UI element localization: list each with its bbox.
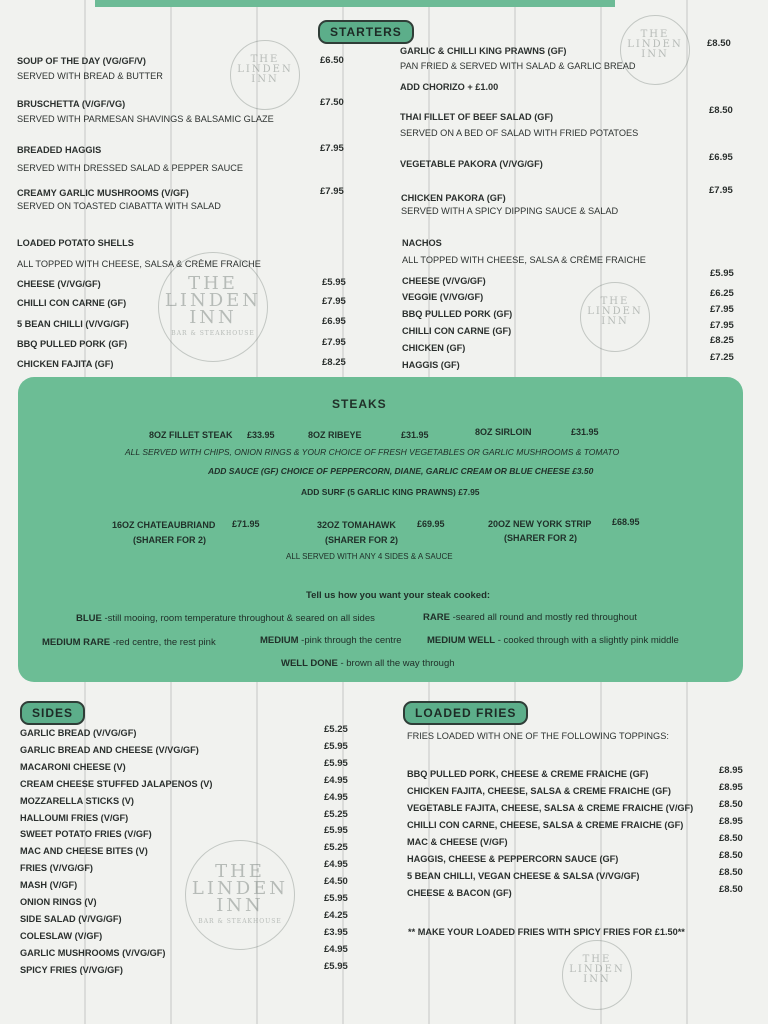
section-subtitle: LOADED POTATO SHELLS [17, 238, 134, 248]
menu-item-name: THAI FILLET OF BEEF SALAD (GF) [400, 112, 554, 122]
menu-item-price: £8.50 [719, 833, 743, 844]
menu-item-name: CHICKEN FAJITA, CHEESE, SALSA & CREME FRAICHE (GF) [407, 786, 671, 796]
steak-price: £69.95 [417, 519, 445, 529]
menu-item-price: £7.95 [709, 185, 733, 196]
menu-item-name: VEGETABLE FAJITA, CHEESE, SALSA & CREME FRAICHE (V/GF) [407, 803, 694, 813]
menu-item-name: VEGETABLE PAKORA (V/VG/GF) [400, 159, 543, 169]
cooking-description: -still mooing, room temperature throughout & seared on all sides [104, 613, 375, 624]
menu-item-name: 5 BEAN CHILLI (V/VG/GF) [17, 319, 129, 329]
menu-item-price: £4.25 [324, 909, 348, 921]
menu-item-price: £6.95 [322, 316, 346, 327]
steak-price: £33.95 [247, 430, 275, 440]
top-accent-strip [95, 0, 615, 7]
cooking-level: RARE [423, 612, 450, 623]
menu-item-name: MAC & CHEESE (V/GF) [407, 837, 508, 847]
menu-item-name: CREAM CHEESE STUFFED JALAPENOS (V) [20, 778, 213, 789]
menu-item-price: £3.95 [324, 926, 348, 938]
section-description: ALL TOPPED WITH CHEESE, SALSA & CRÈME FRAICHE [402, 255, 646, 265]
linden-inn-logo-watermark: THE LINDEN INN [230, 40, 300, 110]
menu-item-description: SERVED ON TOASTED CIABATTA WITH SALAD [17, 201, 221, 211]
menu-item-price: £4.95 [324, 859, 348, 871]
cooking-option [427, 635, 679, 646]
linden-inn-logo-watermark: THE LINDEN INN [562, 940, 632, 1010]
steak-name: 8OZ SIRLOIN [475, 427, 532, 437]
steaks-served-note: ALL SERVED WITH CHIPS, ONION RINGS & YOUR CHOICE OF FRESH VEGETABLES OR GARLIC MUSHROOMS & TOMATO [125, 447, 620, 457]
menu-item-price: £7.95 [710, 304, 734, 315]
menu-item-name: BREADED HAGGIS [17, 145, 102, 155]
menu-item-name: GARLIC BREAD AND CHEESE (V/VG/GF) [20, 744, 199, 755]
menu-item-price: £5.95 [710, 268, 734, 279]
starters-heading: STARTERS [318, 20, 414, 44]
menu-item-name: COLESLAW (V/GF) [20, 930, 103, 941]
steaks-heading: STEAKS [332, 397, 387, 411]
menu-item-addon: ADD CHORIZO + £1.00 [400, 82, 499, 92]
steak-name: 16OZ CHATEAUBRIAND [112, 520, 216, 530]
cooking-level: MEDIUM WELL [427, 635, 496, 646]
menu-item-price: £7.95 [320, 143, 344, 154]
cooking-description: -seared all round and mostly red throughout [452, 612, 637, 623]
steak-name: 20OZ NEW YORK STRIP [488, 519, 592, 529]
menu-item-name: CHILLI CON CARNE (GF) [402, 326, 512, 336]
steak-price: £68.95 [612, 517, 640, 527]
menu-item-name: HALLOUMI FRIES (V/GF) [20, 812, 129, 823]
loaded-fries-footnote: ** MAKE YOUR LOADED FRIES WITH SPICY FRIES FOR £1.50** [408, 927, 685, 937]
menu-item-price: £8.50 [719, 884, 743, 895]
menu-item-price: £7.25 [710, 352, 734, 363]
linden-inn-logo-watermark: THE LINDEN INN [580, 282, 650, 352]
menu-item-price: £5.95 [324, 825, 348, 837]
menu-item-price: £8.25 [322, 357, 346, 368]
linden-inn-logo-watermark: THE LINDEN INN BAR & STEAKHOUSE [185, 840, 295, 950]
linden-inn-logo-watermark: THE LINDEN INN BAR & STEAKHOUSE [158, 252, 268, 362]
menu-item-price: £7.95 [322, 337, 346, 348]
menu-item-price: £4.95 [324, 774, 348, 786]
menu-item-name: BBQ PULLED PORK, CHEESE & CREME FRAICHE (GF) [407, 769, 649, 779]
menu-item-name: CHILLI CON CARNE, CHEESE, SALSA & CREME FRAICHE (GF) [407, 820, 684, 830]
menu-item-price: £8.50 [719, 867, 743, 878]
menu-item-price: £4.50 [324, 876, 348, 888]
cooking-description: -pink through the centre [301, 635, 402, 646]
menu-item-name: GARLIC BREAD (V/VG/GF) [20, 728, 137, 738]
menu-item-name: CHILLI CON CARNE (GF) [17, 298, 127, 308]
steaks-sauce-note: ADD SAUCE (GF) CHOICE OF PEPPERCORN, DIANE, GARLIC CREAM OR BLUE CHEESE £3.50 [208, 466, 594, 476]
menu-item-name: CHICKEN FAJITA (GF) [17, 359, 114, 369]
menu-item-name: MOZZARELLA STICKS (V) [20, 795, 134, 806]
cooking-option [76, 613, 375, 624]
cooking-description: - brown all the way through [340, 658, 455, 669]
menu-item-price: £5.25 [324, 842, 348, 854]
cooking-option [42, 637, 216, 648]
steak-price: £31.95 [401, 430, 429, 440]
menu-item-name: SIDE SALAD (V/VG/GF) [20, 913, 122, 924]
menu-item-price: £8.95 [719, 816, 743, 827]
menu-item-name: HAGGIS, CHEESE & PEPPERCORN SAUCE (GF) [407, 854, 619, 864]
steaks-surf-note: ADD SURF (5 GARLIC KING PRAWNS) £7.95 [301, 487, 480, 497]
sides-heading: SIDES [20, 701, 85, 725]
menu-item-description: PAN FRIED & SERVED WITH SALAD & GARLIC BREAD [400, 61, 636, 71]
menu-item-name: CHEESE (V/VG/GF) [17, 279, 101, 289]
cooking-level: MEDIUM RARE [42, 637, 111, 648]
menu-item-price: £5.95 [324, 740, 348, 752]
menu-item-name: ONION RINGS (V) [20, 897, 97, 907]
menu-item-price: £6.50 [320, 55, 344, 66]
steaks-panel [18, 377, 743, 682]
menu-item-price: £7.50 [320, 97, 344, 108]
menu-item-price: £6.25 [710, 288, 734, 299]
menu-item-name: BBQ PULLED PORK (GF) [17, 339, 128, 349]
steak-price: £31.95 [571, 427, 599, 437]
menu-item-name: CHICKEN (GF) [402, 343, 466, 353]
menu-item-name: MASH (V/GF) [20, 880, 78, 891]
cooking-option [260, 635, 402, 646]
menu-item-price: £5.95 [322, 277, 346, 288]
menu-item-name: CHICKEN PAKORA (GF) [401, 193, 506, 203]
menu-item-price: £5.25 [324, 808, 348, 820]
steaks-sides-note: ALL SERVED WITH ANY 4 SIDES & A SAUCE [286, 552, 453, 561]
section-subtitle: NACHOS [402, 238, 442, 248]
menu-item-name: HAGGIS (GF) [402, 360, 460, 370]
menu-item-name: SPICY FRIES (V/VG/GF) [20, 964, 123, 975]
steak-price: £71.95 [232, 519, 260, 529]
menu-item-price: £8.50 [709, 105, 733, 116]
menu-item-description: SERVED WITH DRESSED SALAD & PEPPER SAUCE [17, 163, 244, 173]
menu-item-price: £6.95 [709, 152, 733, 163]
steak-sharer-note: (SHARER FOR 2) [133, 535, 207, 545]
menu-item-name: GARLIC MUSHROOMS (V/VG/GF) [20, 947, 166, 958]
menu-item-price: £8.95 [719, 765, 743, 776]
steak-sharer-note: (SHARER FOR 2) [504, 533, 578, 543]
menu-item-description: SERVED WITH A SPICY DIPPING SAUCE & SALAD [401, 206, 619, 216]
section-description: ALL TOPPED WITH CHEESE, SALSA & CRÈME FRAICHE [17, 259, 261, 269]
menu-item-name: 5 BEAN CHILLI, VEGAN CHEESE & SALSA (V/VG/GF) [407, 871, 640, 881]
menu-item-price: £8.50 [719, 799, 743, 810]
menu-item-name: VEGGIE (V/VG/GF) [402, 292, 484, 302]
loaded-fries-intro: FRIES LOADED WITH ONE OF THE FOLLOWING TOPPINGS: [407, 731, 669, 741]
menu-item-price: £7.95 [322, 296, 346, 307]
menu-item-name: CHEESE (V/VG/GF) [402, 276, 486, 286]
steak-sharer-note: (SHARER FOR 2) [325, 535, 399, 545]
menu-item-description: SERVED WITH BREAD & BUTTER [17, 71, 163, 81]
menu-item-name: SOUP OF THE DAY (VG/GF/V) [17, 56, 146, 66]
menu-item-price: £5.95 [324, 893, 348, 904]
menu-item-name: CHEESE & BACON (GF) [407, 888, 512, 898]
menu-item-price: £7.95 [320, 186, 344, 197]
steak-name: 8OZ FILLET STEAK [149, 430, 233, 440]
loaded-fries-heading: LOADED FRIES [403, 701, 528, 725]
menu-item-name: MAC AND CHEESE BITES (V) [20, 846, 148, 857]
menu-item-name: FRIES (V/VG/GF) [20, 863, 93, 874]
cooking-option [423, 612, 637, 623]
linden-inn-logo-watermark: THE LINDEN INN [620, 15, 690, 85]
cooking-level: WELL DONE [281, 658, 338, 669]
cooking-description: -red centre, the rest pink [112, 637, 216, 648]
menu-item-price: £5.95 [324, 960, 348, 972]
cooking-description: - cooked through with a slightly pink middle [497, 635, 679, 646]
menu-item-price: £4.95 [324, 791, 348, 803]
menu-item-price: £8.95 [719, 782, 743, 793]
menu-item-name: BBQ PULLED PORK (GF) [402, 309, 513, 319]
menu-item-name: BRUSCHETTA (V/GF/VG) [17, 99, 126, 109]
menu-item-name: SWEET POTATO FRIES (V/GF) [20, 829, 152, 840]
steak-name: 8OZ RIBEYE [308, 430, 362, 440]
cooking-title: Tell us how you want your steak cooked: [306, 590, 491, 601]
menu-item-price: £8.25 [710, 335, 734, 346]
menu-item-price: £7.95 [710, 320, 734, 331]
cooking-level: MEDIUM [260, 635, 299, 646]
menu-item-name: CREAMY GARLIC MUSHROOMS (V/GF) [17, 188, 189, 198]
cooking-level: BLUE [76, 613, 102, 624]
menu-item-name: GARLIC & CHILLI KING PRAWNS (GF) [400, 46, 567, 56]
cooking-option [281, 658, 455, 669]
menu-item-description: SERVED WITH PARMESAN SHAVINGS & BALSAMIC GLAZE [17, 114, 274, 124]
menu-item-description: SERVED ON A BED OF SALAD WITH FRIED POTATOES [400, 128, 639, 138]
menu-item-price: £8.50 [707, 38, 731, 49]
menu-item-name: MACARONI CHEESE (V) [20, 761, 126, 772]
menu-item-price: £5.95 [324, 757, 348, 769]
menu-item-price: £5.25 [324, 724, 348, 735]
menu-item-price: £8.50 [719, 850, 743, 861]
menu-item-price: £4.95 [324, 943, 348, 955]
steak-name: 32OZ TOMAHAWK [317, 520, 396, 530]
